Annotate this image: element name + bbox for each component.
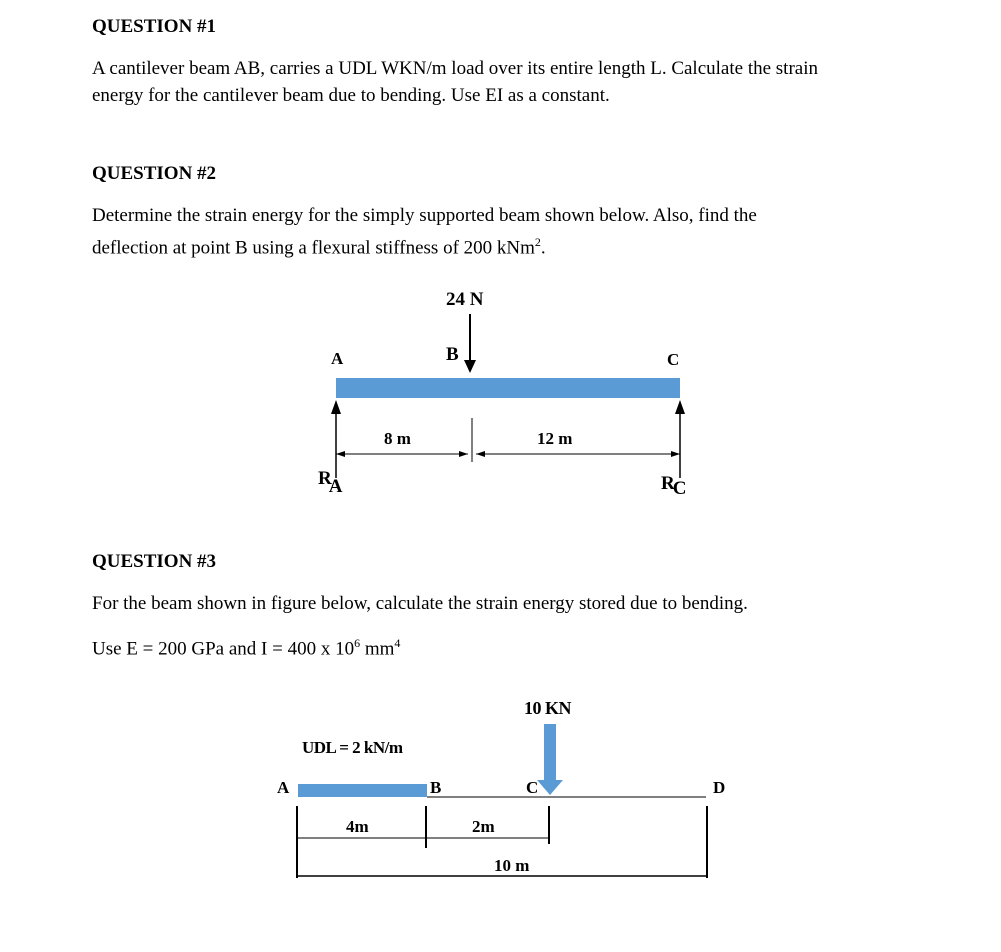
point-a-label: A	[331, 349, 344, 368]
point-b-label: B	[446, 344, 459, 365]
question-2-heading: QUESTION #2	[92, 163, 217, 184]
question-3-line-2-unit: mm	[360, 638, 395, 660]
question-2-line-2-text: deflection at point B using a flexural stiffness of 200 kNm	[92, 237, 535, 259]
point-d-label-q3: D	[713, 778, 726, 797]
reaction-a-sub: A	[328, 476, 343, 497]
question-1-line-2: energy for the cantilever beam due to bending. Use EI as a constant.	[92, 85, 610, 106]
point-c-label-q3: C	[526, 778, 539, 797]
point-load-shaft-blue	[544, 724, 556, 781]
dim-label-4m: 4m	[346, 817, 369, 836]
reaction-a-main: R	[318, 468, 332, 489]
point-load-arrow-blue-icon	[537, 780, 563, 795]
udl-bar	[298, 784, 427, 797]
question-3-exponent-4: 4	[394, 636, 401, 650]
question-1-heading: QUESTION #1	[92, 16, 217, 37]
question-3-line-1: For the beam shown in figure below, calculate the strain energy stored due to bending.	[92, 593, 748, 614]
dim-label-10m: 10 m	[494, 856, 530, 875]
point-b-label-q3: B	[430, 778, 442, 797]
udl-label: UDL = 2 kN/m	[302, 738, 403, 757]
question-1-line-1: A cantilever beam AB, carries a UDL WKN/m load over its entire length L. Calculate the strain	[92, 58, 818, 79]
question-3-line-2-text: Use E = 200 GPa and I = 400 x 10	[92, 638, 355, 660]
question-2-line-2-end: .	[540, 237, 546, 259]
load-label-10kn: 10 KN	[524, 698, 571, 718]
dim-label-2m: 2m	[472, 817, 495, 836]
span-label-8m: 8 m	[384, 429, 411, 448]
point-c-label: C	[667, 350, 680, 369]
reaction-c-main: R	[661, 473, 675, 494]
reaction-c-sub: C	[672, 478, 687, 499]
point-a-label-q3: A	[277, 778, 290, 797]
question-3-heading: QUESTION #3	[92, 551, 217, 572]
question-2-line-1: Determine the strain energy for the simply supported beam shown below. Also, find the	[92, 205, 757, 226]
question-2-exponent: 2	[534, 235, 541, 249]
span-label-12m: 12 m	[537, 429, 573, 448]
question-3-exponent-6: 6	[354, 636, 361, 650]
load-label-24n: 24 N	[446, 289, 484, 310]
